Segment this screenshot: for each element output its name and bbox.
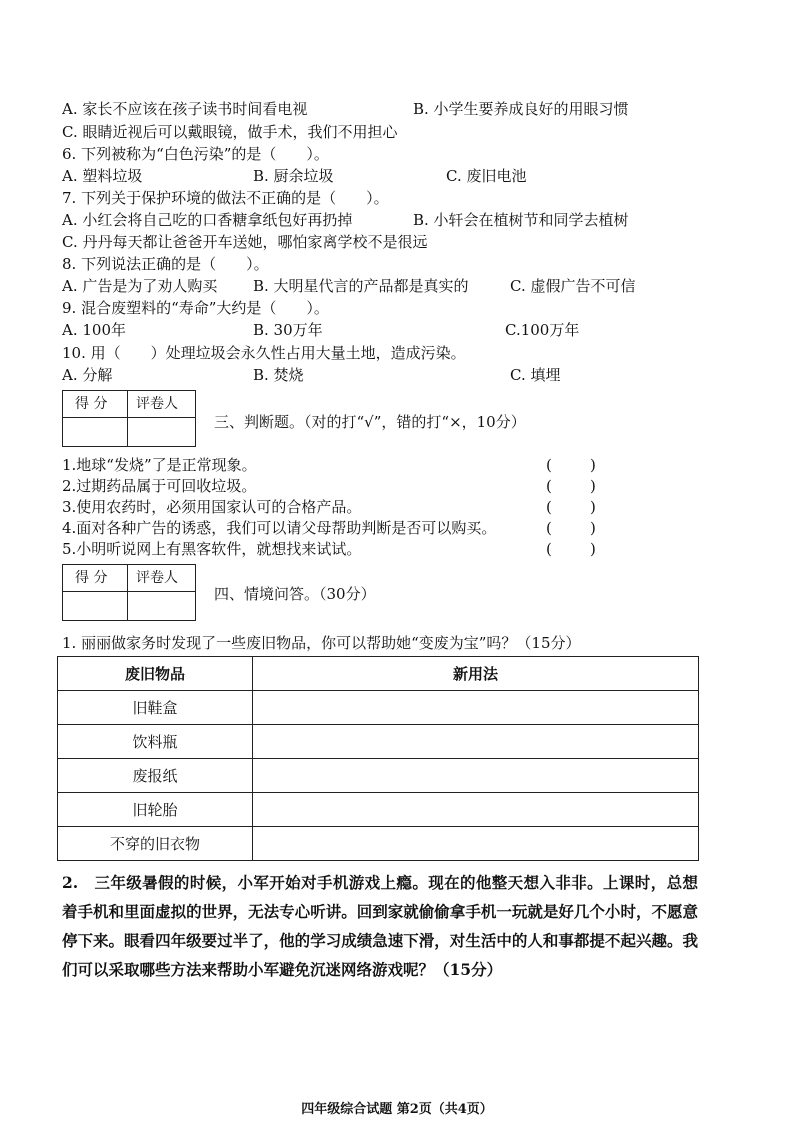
judgement-item: 5.小明听说网上有黑客软件，就想找来试试。: [62, 540, 362, 558]
q8-option-a: A. 广告是为了劝人购买: [62, 277, 218, 295]
judgement-item: 2.过期药品属于可回收垃圾。: [62, 477, 257, 495]
answer-paren[interactable]: ( ): [546, 540, 596, 558]
q5-option-b: B. 小学生要养成良好的用眼习惯: [413, 100, 629, 118]
question-7: 7. 下列关于保护环境的做法不正确的是（ ）。: [62, 189, 389, 207]
question-9: 9. 混合废塑料的“寿命”大约是（ ）。: [62, 299, 329, 317]
q9-option-b: B. 30万年: [253, 321, 323, 339]
q6-option-a: A. 塑料垃圾: [62, 167, 143, 185]
question-6: 6. 下列被称为“白色污染”的是（ ）。: [62, 145, 329, 163]
q8-option-b: B. 大明星代言的产品都是真实的: [253, 277, 469, 295]
q9-option-c: C.100万年: [505, 321, 580, 339]
grader-label: 评卷人: [136, 396, 178, 412]
answer-paren[interactable]: ( ): [546, 477, 596, 495]
q6-option-b: B. 厨余垃圾: [253, 167, 334, 185]
table-row: [58, 793, 699, 827]
table-row: [58, 691, 699, 725]
column-header-item: 废旧物品: [58, 657, 253, 691]
q10-option-c: C. 填埋: [510, 366, 561, 384]
section-4-question-1: 1. 丽丽做家务时发现了一些废旧物品，你可以帮助她“变废为宝”吗？（15分）: [62, 634, 581, 652]
q7-option-b: B. 小轩会在植树节和同学去植树: [413, 211, 629, 229]
section-3-title: 三、判断题。（对的打“√”，错的打“×，10分）: [214, 413, 526, 431]
table-row: [58, 725, 699, 759]
answer-cell[interactable]: [253, 725, 699, 759]
q10-option-b: B. 焚烧: [253, 366, 304, 384]
item-cell: 饮料瓶: [58, 725, 253, 759]
judgement-item: 1.地球“发烧”了是正常现象。: [62, 456, 257, 474]
column-header-new-use: 新用法: [253, 657, 699, 691]
recycle-table: [57, 656, 699, 861]
grader-label: 评卷人: [136, 570, 178, 586]
table-row: [58, 827, 699, 861]
answer-paren[interactable]: ( ): [546, 519, 596, 537]
q9-option-a: A. 100年: [62, 321, 126, 339]
question-2-number: 2.: [62, 873, 79, 892]
question-2-text: 三年级暑假的时候，小军开始对手机游戏上瘾。现在的他整天想入非非。上课时，总想着手机和里面虚拟的世界，无法专心听讲。回到家就偷偷拿手机一玩就是好几个小时，不愿意停下来。眼看四年级要过半了，他的学习成绩急速下滑，对生活中的人和事都提不起兴趣。我们可以采取哪些方法来帮助小军避免沉迷网络游戏呢？（15分）: [62, 873, 698, 979]
score-label: 得 分: [75, 396, 108, 412]
question-10: 10. 用（ ）处理垃圾会永久性占用大量土地，造成污染。: [62, 344, 466, 362]
judgement-item: 4.面对各种广告的诱惑，我们可以请父母帮助判断是否可以购买。: [62, 519, 497, 537]
q8-option-c: C. 虚假广告不可信: [510, 277, 636, 295]
table-header-row: [58, 657, 699, 691]
item-cell: 旧轮胎: [58, 793, 253, 827]
score-box-section-3: [62, 390, 196, 447]
section-4-title: 四、情境问答。（30分）: [214, 585, 376, 603]
score-box-section-4: [62, 564, 196, 621]
item-cell: 旧鞋盒: [58, 691, 253, 725]
item-cell: 废报纸: [58, 759, 253, 793]
answer-paren[interactable]: ( ): [546, 498, 596, 516]
q10-option-a: A. 分解: [62, 366, 113, 384]
item-cell: 不穿的旧衣物: [58, 827, 253, 861]
q7-option-a: A. 小红会将自己吃的口香糖拿纸包好再扔掉: [62, 211, 353, 229]
answer-cell[interactable]: [253, 793, 699, 827]
answer-cell[interactable]: [253, 691, 699, 725]
score-label: 得 分: [75, 570, 108, 586]
q6-option-c: C. 废旧电池: [446, 167, 527, 185]
question-8: 8. 下列说法正确的是（ ）。: [62, 255, 269, 273]
section-4-question-2: [62, 868, 698, 984]
judgement-item: 3.使用农药时，必须用国家认可的合格产品。: [62, 498, 362, 516]
answer-cell[interactable]: [253, 759, 699, 793]
q5-option-a: A. 家长不应该在孩子读书时间看电视: [62, 100, 308, 118]
answer-paren[interactable]: ( ): [546, 456, 596, 474]
q7-option-c: C. 丹丹每天都让爸爸开车送她，哪怕家离学校不是很远: [62, 233, 428, 251]
page-footer: 四年级综合试题 第2页（共4页）: [301, 1102, 493, 1117]
table-row: [58, 759, 699, 793]
answer-cell[interactable]: [253, 827, 699, 861]
q5-option-c: C. 眼睛近视后可以戴眼镜，做手术，我们不用担心: [62, 123, 398, 141]
